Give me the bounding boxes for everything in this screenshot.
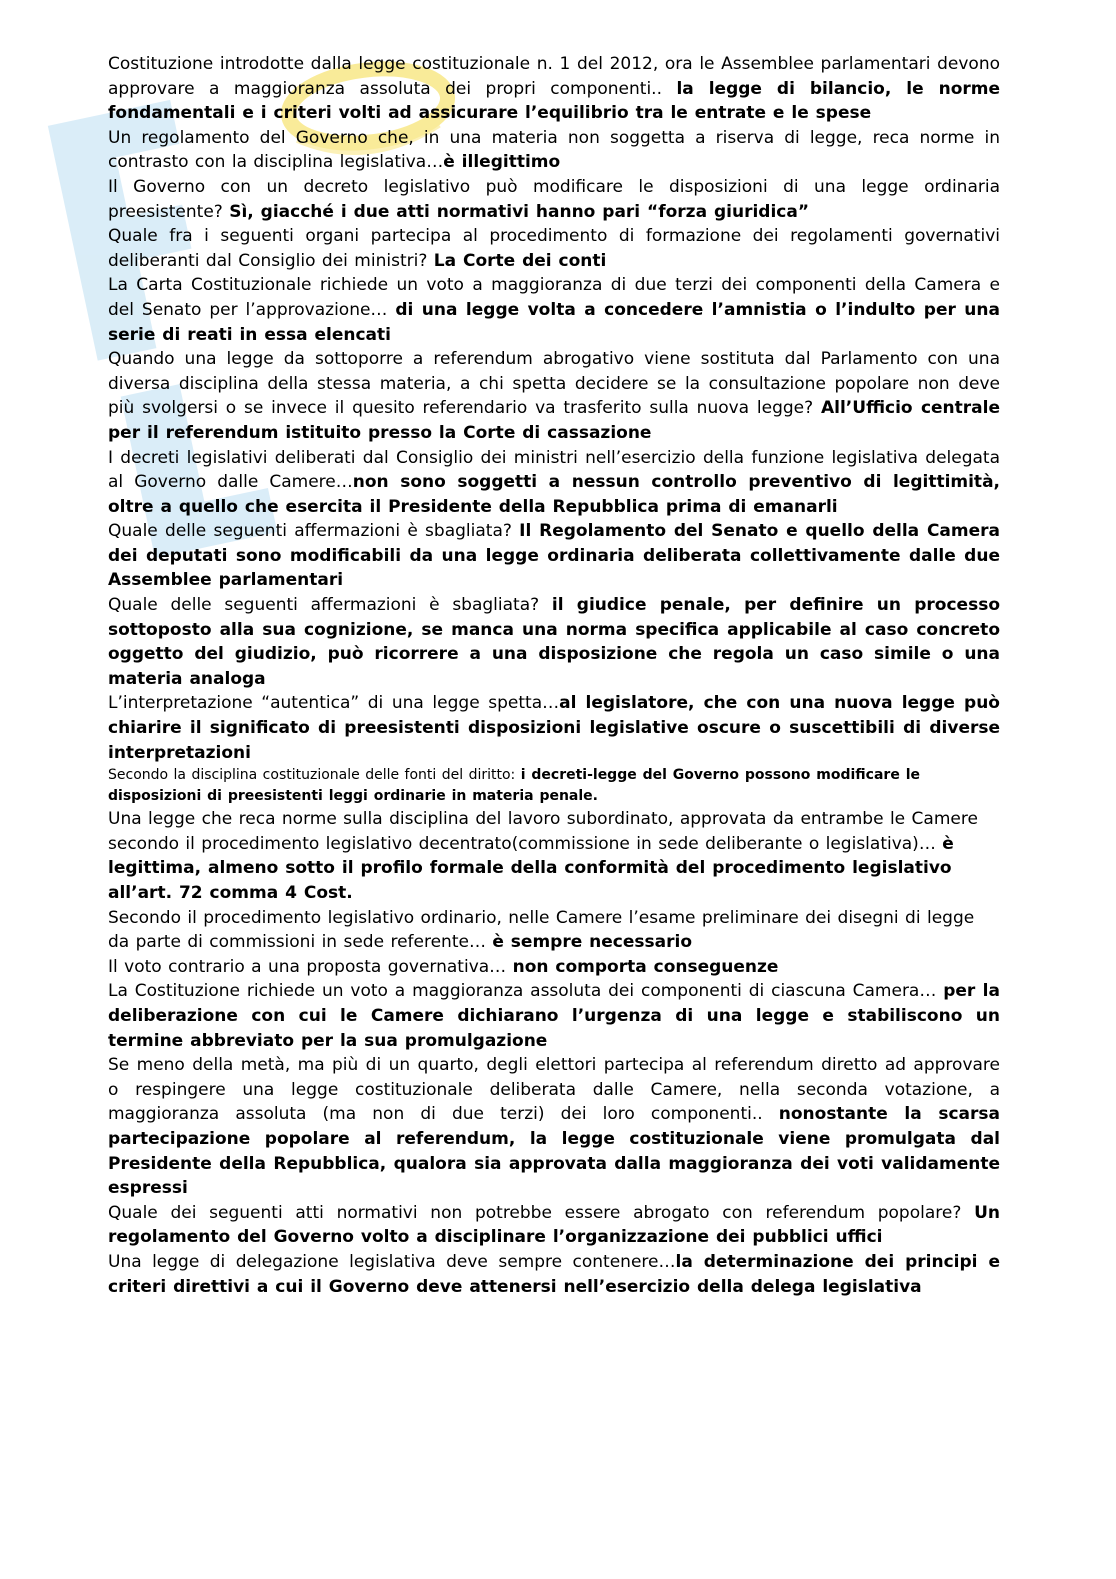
question-text: La Carta Costituzionale richiede un voto a maggioranza di due terzi dei componenti della Camera e del Senato per l’approvazione… [108, 275, 1000, 320]
answer-text: Un regolamento del Governo volto a disciplinare l’organizzazione dei pubblici uffici [108, 1202, 1000, 1248]
question-text: Quale delle seguenti affermazioni è sbagliata? [108, 521, 520, 542]
answer-text: il giudice penale, per definire un processo sottoposto alla sua cognizione, se manca una norma specifica applicabile al caso concreto oggetto del giudizio, può ricorrere a una disposizione che regola un caso simile o una materia analoga [108, 595, 1000, 689]
question-text: Quale dei seguenti atti normativi non potrebbe essere abrogato con referendum popolare? [108, 1202, 975, 1223]
question-text: Se meno della metà, ma più di un quarto, degli elettori partecipa al referendum diretto ad approvare o respingere una legge costituzionale deliberata dalle Camere, nella seconda votazione, a maggioranza assoluta (ma non di due terzi) dei loro componenti.. [108, 1055, 1000, 1125]
paragraph [108, 446, 1000, 520]
question-text: Il Governo con un decreto legislativo può modificare le disposizioni di una legge ordinaria preesistente? [108, 176, 1000, 222]
paragraph [108, 1201, 1000, 1250]
answer-text: All’Ufficio centrale per il referendum istituito presso la Corte di cassazione [108, 398, 1001, 443]
answer-text: per la deliberazione con cui le Camere dichiarano l’urgenza di una legge e stabiliscono un termine abbreviato per la sua promulgazione [108, 981, 1000, 1051]
question-text: Secondo il procedimento legislativo ordinario, nelle Camere l’esame preliminare dei disegni di legge da parte di commissioni in sede referente… [108, 907, 975, 953]
answer-text: al legislatore, che con una nuova legge può chiarire il significato di preesistenti disposizioni legislative oscure o suscettibili di diverse interpretazioni [108, 693, 1000, 763]
answer-text: è legittima, almeno sotto il profilo formale della conformità del procedimento legislativo all’art. 72 comma 4 Cost. [108, 833, 954, 903]
question-text: Costituzione introdotte dalla legge costituzionale n. 1 del 2012, ora le Assemblee parlamentari devono approvare a maggioranza assoluta dei propri componenti.. [108, 54, 1000, 99]
paragraph [108, 52, 1000, 126]
answer-text: di una legge volta a concedere l’amnistia o l’indulto per una serie di reati in essa elencati [108, 299, 1000, 345]
question-text: Secondo la disciplina costituzionale delle fonti del diritto: [108, 767, 521, 784]
answer-text: i decreti-legge del Governo possono modificare le disposizioni di preesistenti leggi ordinarie in materia penale. [108, 767, 920, 805]
answer-text: la determinazione dei principi e criteri direttivi a cui il Governo deve attenersi nell’esercizio della delega legislativa [108, 1251, 1000, 1297]
question-text: Quale delle seguenti affermazioni è sbagliata? [108, 595, 552, 616]
answer-text: La Corte dei conti [433, 250, 607, 271]
answer-text: la legge di bilancio, le norme fondamentali e i criteri volti ad assicurare l’equilibrio tra le entrate e le spese [108, 78, 1000, 124]
paragraph [108, 979, 1000, 1053]
paragraph [108, 224, 1000, 273]
paragraph [108, 347, 1000, 445]
question-text: La Costituzione richiede un voto a maggioranza assoluta dei componenti di ciascuna Camera… [108, 981, 944, 1002]
paragraph [108, 955, 1000, 980]
answer-text: Il Regolamento del Senato e quello della Camera dei deputati sono modificabili da una legge ordinaria deliberata collettivamente dalle due Assemblee parlamentari [108, 521, 1000, 591]
answer-text: è sempre necessario [492, 932, 693, 953]
answer-text: non comporta conseguenze [512, 956, 779, 977]
question-text: Una legge che reca norme sulla disciplina del lavoro subordinato, approvata da entrambe le Camere secondo il procedimento legislativo decentrato(commissione in sede deliberante o legislativa)… [108, 809, 978, 854]
question-text: Quale fra i seguenti organi partecipa al procedimento di formazione dei regolamenti governativi deliberanti dal Consiglio dei ministri? [108, 226, 1000, 271]
answer-text: nonostante la scarsa partecipazione popolare al referendum, la legge costituzionale viene promulgata dal Presidente della Repubblica, qualora sia approvata dalla maggioranza dei voti validamente espressi [108, 1104, 1000, 1199]
paragraph [108, 126, 1000, 175]
question-text: Un regolamento del Governo che, in una materia non soggetta a riserva di legge, reca norme in contrasto con la disciplina legislativa… [108, 127, 1000, 173]
question-text: I decreti legislativi deliberati dal Consiglio dei ministri nell’esercizio della funzione legislativa delegata al Governo dalle Camere… [108, 447, 1000, 493]
paragraph [108, 691, 1000, 765]
answer-text: non sono soggetti a nessun controllo preventivo di legittimità, oltre a quello che esercita il Presidente della Repubblica prima di emanarli [108, 472, 1000, 517]
question-text: Quando una legge da sottoporre a referendum abrogativo viene sostituta dal Parlamento con una diversa disciplina della stessa materia, a chi spetta decidere se la consultazione popolare non deve più svolgersi o se invece il quesito referendario va trasferito sulla nuova legge? [108, 349, 1000, 419]
paragraph [108, 175, 1000, 224]
paragraph [108, 1053, 1000, 1201]
paragraph [108, 765, 1000, 807]
paragraph [108, 273, 1000, 347]
paragraph [108, 519, 1000, 593]
answer-text: Sì, giacché i due atti normativi hanno pari “forza giuridica” [229, 201, 809, 222]
paragraph [108, 1250, 1000, 1299]
question-text: Una legge di delegazione legislativa deve sempre contenere… [108, 1251, 676, 1272]
paragraph [108, 906, 1000, 955]
paragraph [108, 593, 1000, 691]
answer-text: è illegittimo [443, 152, 561, 173]
question-text: Il voto contrario a una proposta governativa… [108, 956, 513, 977]
question-text: L’interpretazione “autentica” di una legge spetta… [108, 693, 560, 714]
paragraph [108, 807, 1000, 905]
